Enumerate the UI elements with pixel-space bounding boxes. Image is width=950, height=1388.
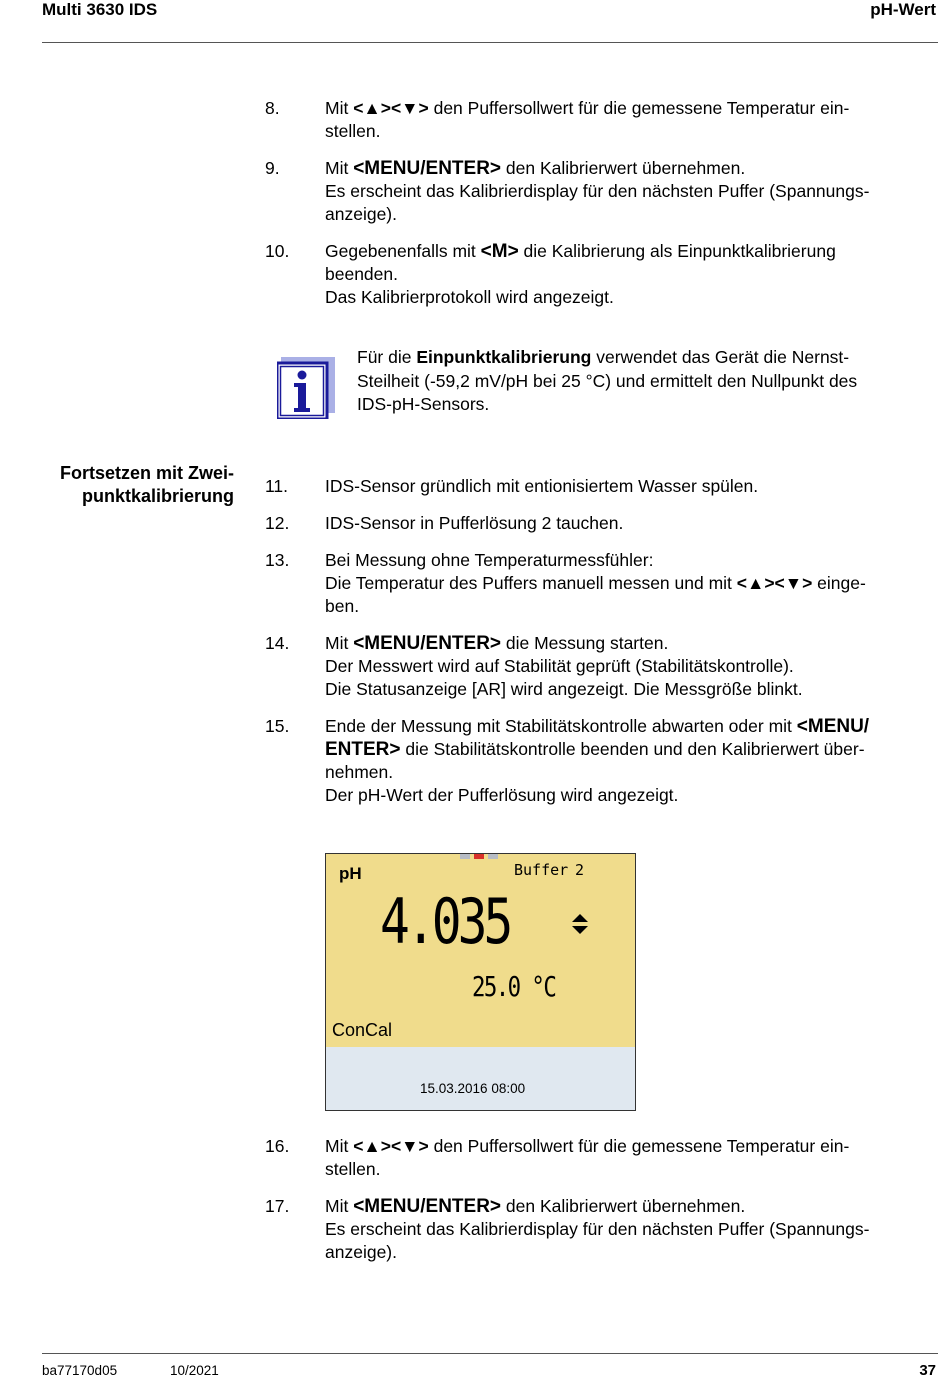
info-icon bbox=[277, 357, 335, 419]
note-line-1: Steilheit (-59,2 mV/pH bei 25 °C) und ermittelt den Nullpunkt des bbox=[357, 370, 858, 391]
step-line: ben. bbox=[325, 596, 360, 616]
step-text-block bbox=[325, 549, 935, 618]
display-status-bar bbox=[326, 1047, 635, 1110]
footer-date: 10/2021 bbox=[170, 1363, 219, 1378]
key-label: ENTER> bbox=[325, 739, 401, 760]
display-datetime: 15.03.2016 08:00 bbox=[420, 1081, 526, 1096]
status-segment bbox=[460, 854, 470, 859]
step-line: Die Statusanzeige [AR] wird angezeigt. Die Messgröße blinkt. bbox=[325, 679, 803, 699]
side-heading bbox=[42, 462, 234, 508]
step-item bbox=[265, 240, 935, 309]
header-title: Multi 3630 IDS bbox=[42, 0, 158, 19]
display-value: 4.035 bbox=[380, 885, 510, 958]
step-item bbox=[265, 475, 935, 498]
step-text-block bbox=[325, 1135, 935, 1181]
step-text: IDS-Sensor in Pufferlösung 2 tauchen. bbox=[325, 513, 624, 533]
step-text: Mit bbox=[325, 633, 354, 653]
step-text: Mit bbox=[325, 1136, 354, 1156]
display-buffer-label: Buffer bbox=[514, 861, 569, 879]
step-text: den Kalibrierwert übernehmen. bbox=[501, 158, 746, 178]
step-text: den Kalibrierwert übernehmen. bbox=[501, 1196, 746, 1216]
key-label: <MENU/ENTER> bbox=[353, 633, 502, 654]
step-item bbox=[265, 97, 935, 143]
info-note bbox=[357, 346, 937, 417]
step-text-block bbox=[325, 157, 935, 226]
display-buffer-number: 2 bbox=[575, 861, 585, 879]
step-number: 15. bbox=[265, 716, 290, 736]
step-text-block bbox=[325, 1195, 935, 1264]
step-number: 13. bbox=[265, 550, 290, 570]
step-line: beenden. bbox=[325, 264, 398, 284]
step-number: 9. bbox=[265, 158, 280, 178]
step-item bbox=[265, 1135, 935, 1181]
step-line: anzeige). bbox=[325, 204, 397, 224]
step-text: einge- bbox=[812, 573, 866, 593]
arrow-down-icon bbox=[572, 926, 588, 934]
note-prefix: Für die bbox=[357, 347, 417, 367]
step-item bbox=[265, 512, 935, 535]
step-text-block bbox=[325, 512, 935, 535]
step-text: die Messung starten. bbox=[501, 633, 669, 653]
display-param: pH bbox=[339, 864, 362, 883]
step-line: Der Messwert wird auf Stabilität geprüft (Stabilitätskontrolle). bbox=[325, 656, 794, 676]
step-text: IDS-Sensor gründlich mit entionisiertem Wasser spülen. bbox=[325, 476, 759, 496]
arrow-keys-label: <▲><▼> bbox=[353, 1136, 429, 1156]
step-line: stellen. bbox=[325, 121, 381, 141]
step-item bbox=[265, 715, 935, 807]
step-number: 12. bbox=[265, 513, 290, 533]
step-text: die Kalibrierung als Einpunktkalibrierung bbox=[518, 241, 836, 261]
footer-page-number: 37 bbox=[919, 1362, 936, 1379]
key-label: <MENU/ bbox=[796, 716, 870, 737]
display-mode: ConCal bbox=[332, 1020, 393, 1040]
step-line: stellen. bbox=[325, 1159, 381, 1179]
side-heading-line-2: punktkalibrierung bbox=[81, 486, 234, 506]
step-text: Bei Messung ohne Temperaturmessfühler: bbox=[325, 550, 654, 570]
step-text: Die Temperatur des Puffers manuell messen und mit bbox=[325, 573, 737, 593]
step-text: die Stabilitätskontrolle beenden und den Kalibrierwert über- bbox=[400, 739, 865, 759]
step-text-block bbox=[325, 97, 935, 143]
step-text-block bbox=[325, 632, 935, 701]
step-text-block bbox=[325, 475, 935, 498]
step-line: Es erscheint das Kalibrierdisplay für den nächsten Puffer (Spannungs- bbox=[325, 1219, 870, 1239]
step-text: den Puffersollwert für die gemessene Temperatur ein- bbox=[428, 1136, 850, 1156]
step-text-block bbox=[325, 240, 935, 309]
step-number: 17. bbox=[265, 1196, 290, 1216]
step-item bbox=[265, 1195, 935, 1264]
status-segment-active bbox=[474, 854, 484, 859]
step-item bbox=[265, 157, 935, 226]
step-line: Es erscheint das Kalibrierdisplay für den nächsten Puffer (Spannungs- bbox=[325, 181, 870, 201]
key-label: <M> bbox=[480, 241, 519, 262]
note-rest: verwendet das Gerät die Nernst- bbox=[591, 347, 850, 367]
step-number: 14. bbox=[265, 633, 290, 653]
footer-doc-id: ba77170d05 bbox=[42, 1363, 118, 1378]
header-rule bbox=[42, 42, 938, 43]
step-line: Der pH-Wert der Pufferlösung wird angezeigt. bbox=[325, 785, 679, 805]
step-text-block bbox=[325, 715, 935, 807]
note-line-2: IDS-pH-Sensors. bbox=[357, 394, 490, 414]
footer-rule bbox=[42, 1353, 938, 1354]
step-text: Gegebenenfalls mit bbox=[325, 241, 481, 261]
arrow-keys-label: <▲><▼> bbox=[736, 573, 813, 593]
step-text: Mit bbox=[325, 1196, 354, 1216]
display-temperature: 25.0 °C bbox=[472, 970, 556, 1003]
step-number: 10. bbox=[265, 241, 290, 261]
step-text: den Puffersollwert für die gemessene Temperatur ein- bbox=[428, 98, 850, 118]
arrow-up-icon bbox=[572, 914, 588, 922]
step-item bbox=[265, 549, 935, 618]
step-text: Mit bbox=[325, 98, 354, 118]
key-label: <MENU/ENTER> bbox=[353, 158, 502, 179]
step-text: Mit bbox=[325, 158, 354, 178]
note-bold: Einpunktkalibrierung bbox=[416, 347, 592, 367]
step-line: Das Kalibrierprotokoll wird angezeigt. bbox=[325, 287, 614, 307]
step-item bbox=[265, 632, 935, 701]
step-line: nehmen. bbox=[325, 762, 394, 782]
step-number: 16. bbox=[265, 1136, 290, 1156]
key-label: <MENU/ENTER> bbox=[353, 1196, 502, 1217]
step-text: Ende der Messung mit Stabilitätskontrolle abwarten oder mit bbox=[325, 716, 797, 736]
step-line: anzeige). bbox=[325, 1242, 397, 1262]
side-heading-line-1: Fortsetzen mit Zwei- bbox=[59, 463, 234, 483]
header-section: pH-Wert bbox=[870, 0, 936, 19]
arrow-keys-label: <▲><▼> bbox=[353, 98, 429, 118]
meter-display bbox=[325, 853, 636, 1111]
step-number: 11. bbox=[265, 476, 289, 496]
status-segment bbox=[488, 854, 498, 859]
step-number: 8. bbox=[265, 98, 280, 118]
